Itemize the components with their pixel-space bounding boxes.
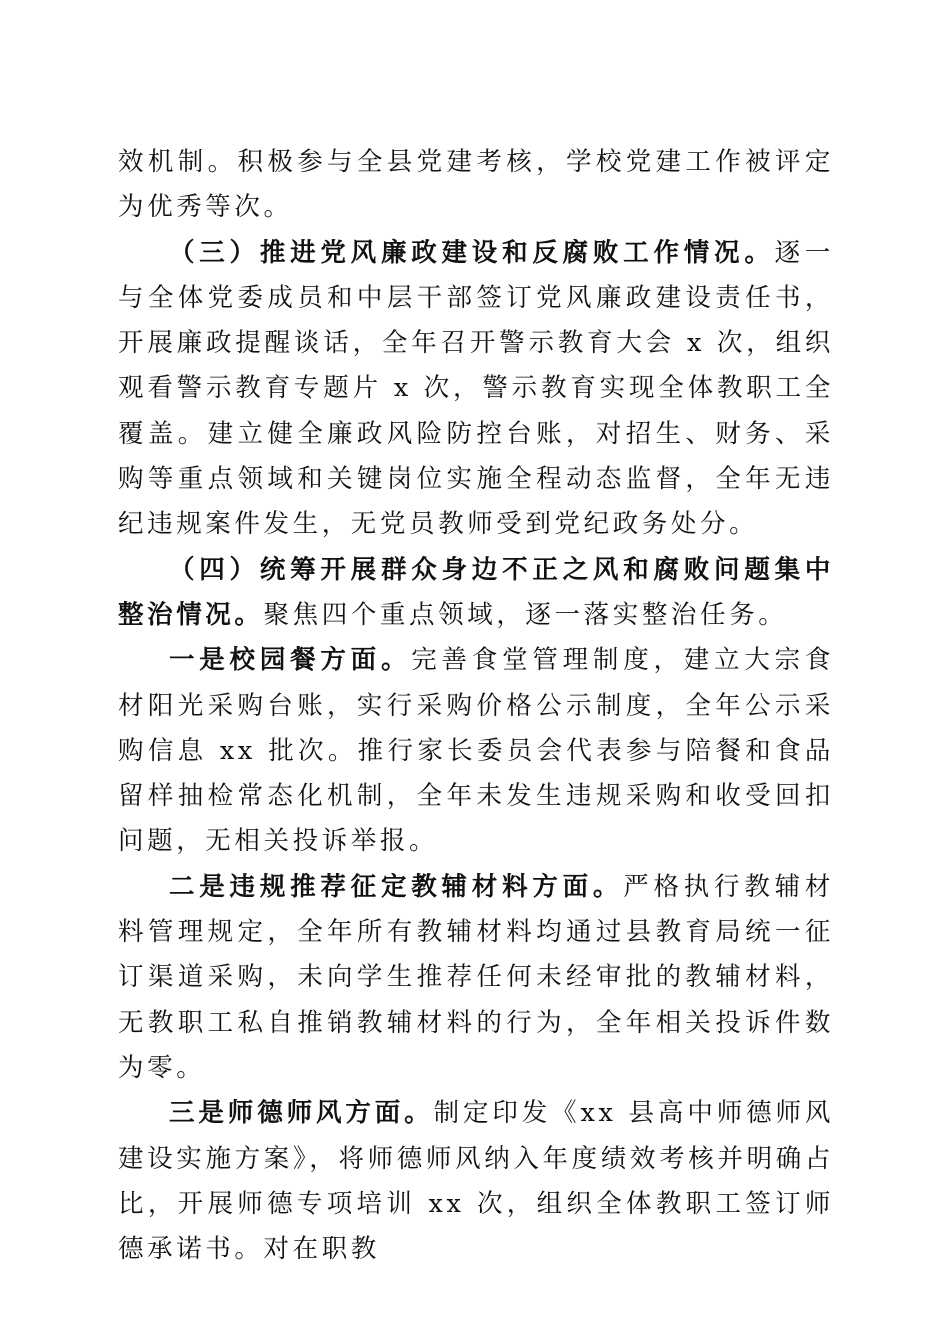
document-body [118,140,834,1272]
paragraph-item-3 [118,1091,834,1272]
paragraph-text: 严格执行教辅材料管理规定，全年所有教辅材料均通过县教育局统一征订渠道采购，未向学生推荐任何未经审批的教辅材料，无教职工私自推销教辅材料的行为，全年相关投诉件数为零。 [118,871,834,1083]
paragraph-text: 逐一与全体党委成员和中层干部签订党风廉政建设责任书，开展廉政提醒谈话，全年召开警示教育大会 x 次，组织观看警示教育专题片 x 次，警示教育实现全体教职工全覆盖。建立健全廉政风险防控台账，对招生、财务、采购等重点领域和关键岗位实施全程动态监督，全年无违纪违规案件发生，无党员教师受到党纪政务处分。 [118,237,834,540]
paragraph-text: 效机制。积极参与全县党建考核，学校党建工作被评定为优秀等次。 [118,147,834,223]
paragraph-continuation [118,140,834,231]
paragraph-item-2 [118,865,834,1091]
item-heading-1: 一是校园餐方面。 [169,645,412,676]
section-heading-3: （三）推进党风廉政建设和反腐败工作情况。 [169,237,775,268]
item-heading-2: 二是违规推荐征定教辅材料方面。 [169,871,624,902]
paragraph-section-3 [118,231,834,548]
paragraph-section-4 [118,548,834,639]
paragraph-text: 聚焦四个重点领域，逐一落实整治任务。 [263,599,788,630]
item-heading-3: 三是师德师风方面。 [169,1098,434,1129]
paragraph-item-1 [118,638,834,864]
section-heading-4: （四）统筹开展群众身边不正之风和腐败问题集中整治情况。 [118,554,834,630]
paragraph-text: 完善食堂管理制度，建立大宗食材阳光采购台账，实行采购价格公示制度，全年公示采购信息 xx 批次。推行家长委员会代表参与陪餐和食品留样抽检常态化机制，全年未发生违规采购和收受回扣问题，无相关投诉举报。 [118,645,834,857]
paragraph-text: 制定印发《xx 县高中师德师风建设实施方案》，将师德师风纳入年度绩效考核并明确占比，开展师德专项培训 xx 次，组织全体教职工签订师德承诺书。对在职教 [118,1098,835,1265]
